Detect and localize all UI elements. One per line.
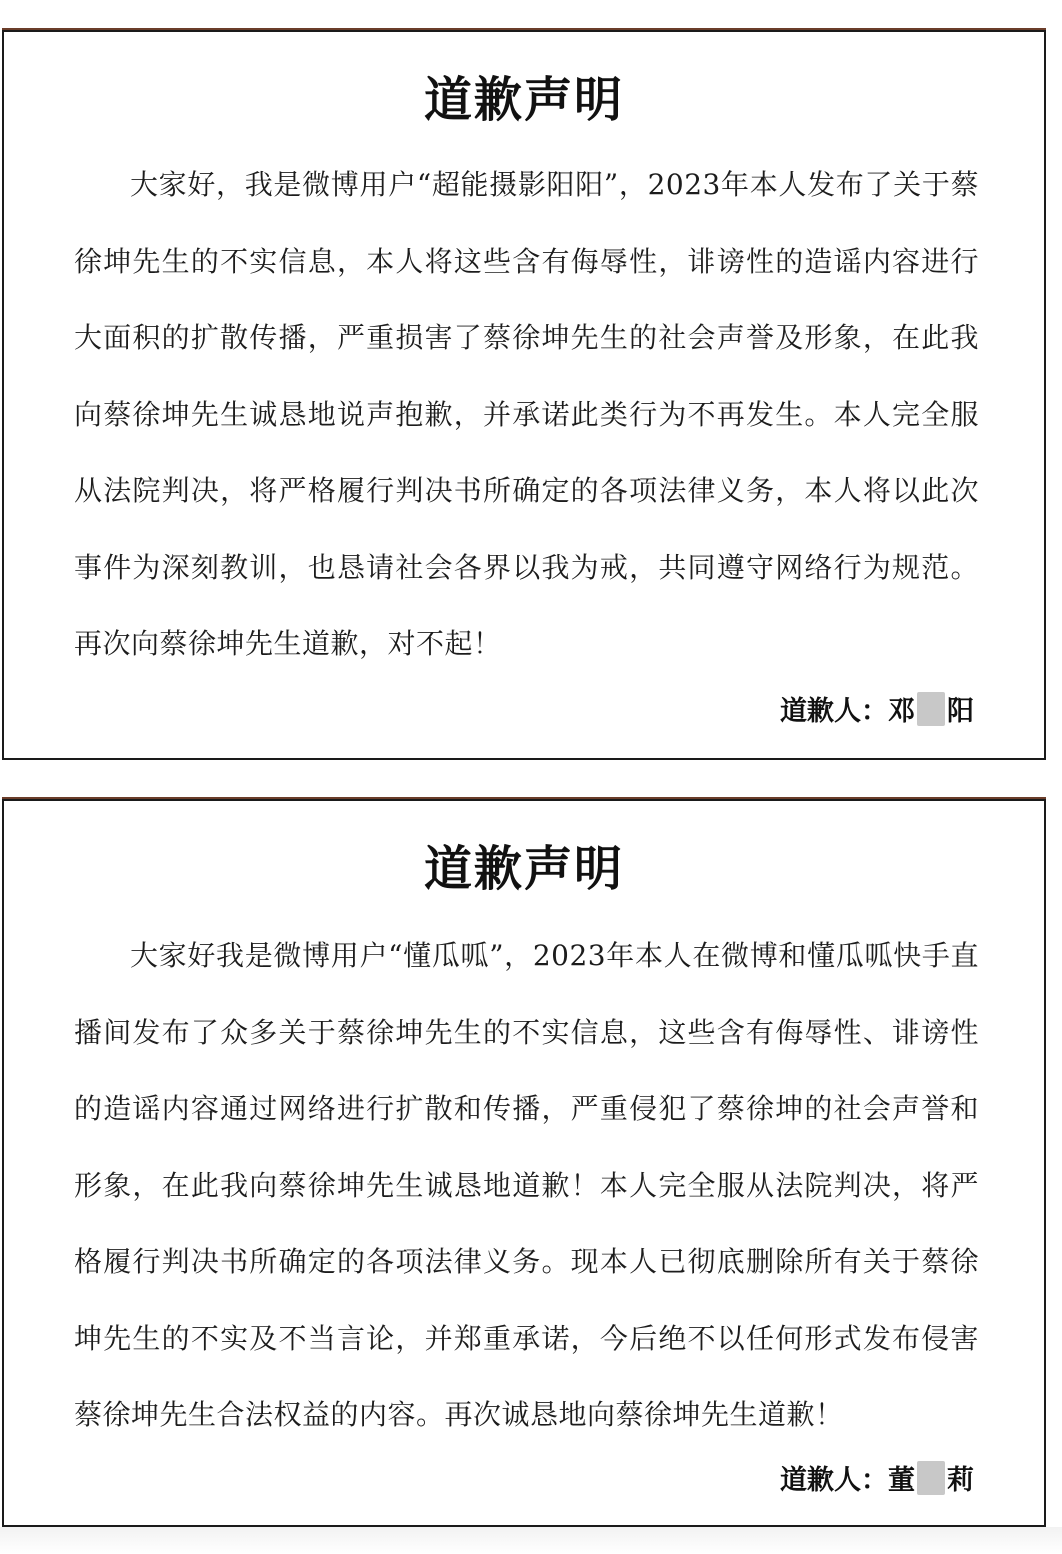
signature-label: 道歉人：	[780, 1465, 888, 1496]
signature-name-last: 莉	[947, 1465, 974, 1496]
apology-statement-2	[2, 799, 1046, 1527]
statement-title: 道歉声明	[423, 72, 624, 128]
signature-name-first: 邓	[888, 696, 915, 727]
signature-name-first: 董	[888, 1465, 915, 1496]
signature	[780, 1461, 974, 1501]
redaction-blur	[917, 1461, 945, 1495]
signature-name-last: 阳	[947, 696, 974, 727]
statement-body: 大家好，我是微博用户“超能摄影阳阳”，2023年本人发布了关于蔡徐坤先生的不实信息，本人将这些含有侮辱性，诽谤性的造谣内容进行大面积的扩散传播，严重损害了蔡徐坤先生的社会声誉及形象，在此我向蔡徐坤先生诚恳地说声抱歉，并承诺此类行为不再发生。本人完全服从法院判决，将严格履行判决书所确定的各项法律义务，本人将以此次事件为深刻教训，也恳请社会各界以我为戒，共同遵守网络行为规范。再次向蔡徐坤先生道歉，对不起！	[74, 168, 979, 660]
apology-statement-1	[2, 30, 1046, 760]
redaction-blur	[917, 692, 945, 726]
signature-label: 道歉人：	[780, 696, 888, 727]
signature	[780, 692, 974, 732]
statement-body: 大家好我是微博用户“懂瓜呱”，2023年本人在微博和懂瓜呱快手直播间发布了众多关于蔡徐坤先生的不实信息，这些含有侮辱性、诽谤性的造谣内容通过网络进行扩散和传播，严重侵犯了蔡徐坤的社会声誉和形象，在此我向蔡徐坤先生诚恳地道歉！本人完全服从法院判决，将严格履行判决书所确定的各项法律义务。现本人已彻底删除所有关于蔡徐坤先生的不实及不当言论，并郑重承诺，今后绝不以任何形式发布侵害蔡徐坤先生合法权益的内容。再次诚恳地向蔡徐坤先生道歉！	[74, 939, 979, 1431]
page-bottom-shadow	[0, 1527, 1062, 1554]
statement-title: 道歉声明	[423, 841, 624, 897]
